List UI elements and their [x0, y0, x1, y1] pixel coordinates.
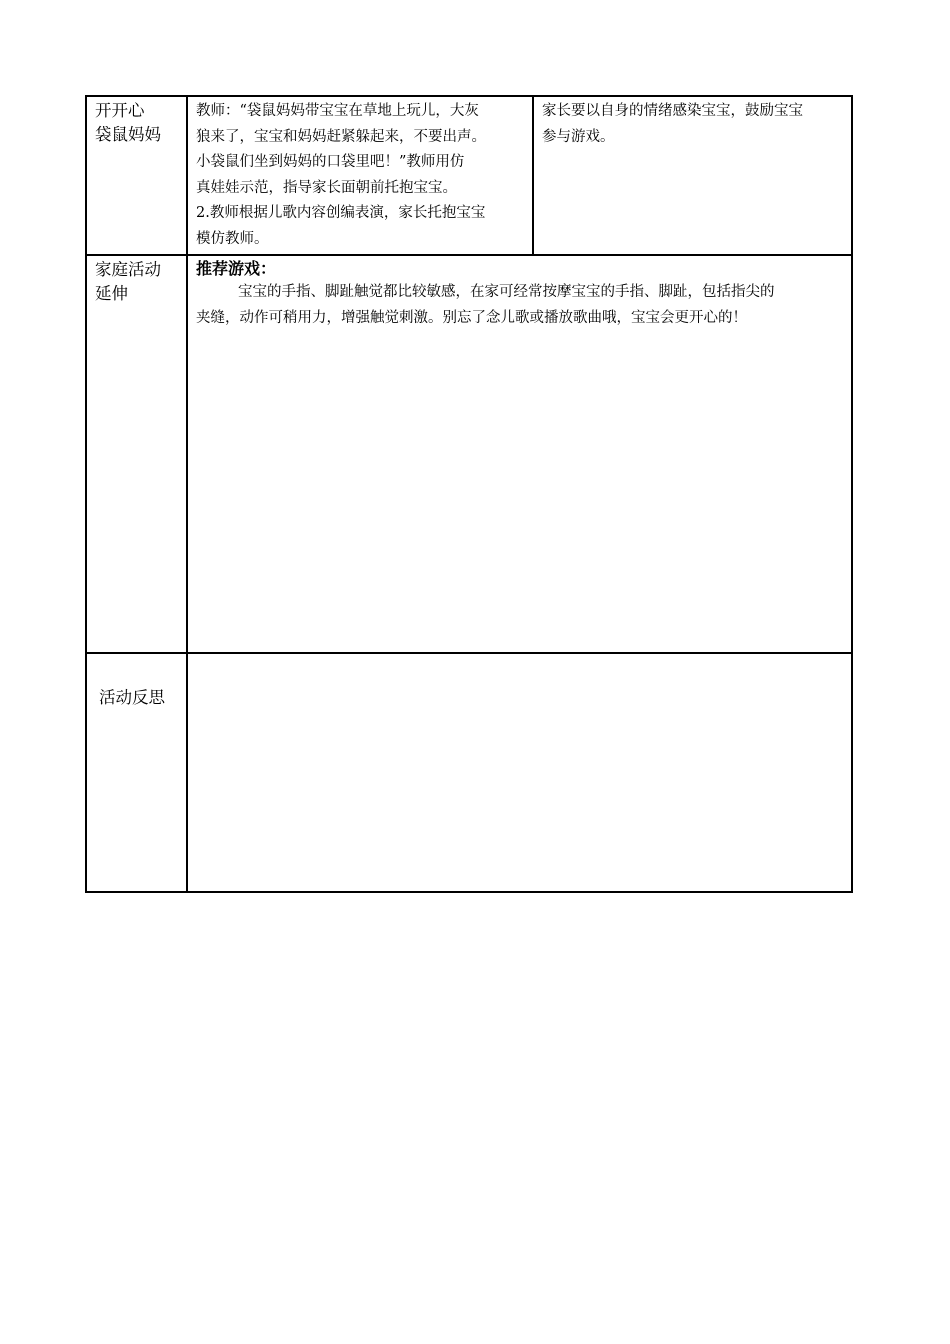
activity-name-line-1: 开开心 [95, 101, 145, 120]
activity-name-line-2: 袋鼠妈妈 [95, 125, 161, 144]
family-extension-label-cell [86, 255, 187, 653]
teacher-text-line: 真娃娃示范，指导家长面朝前托抱宝宝。 [196, 179, 457, 196]
parent-guidance-cell [533, 96, 852, 255]
recommended-game-text-line-2: 夹缝，动作可稍用力，增强触觉刺激。别忘了念儿歌或播放歌曲哦，宝宝会更开心的！ [196, 309, 747, 326]
activity-table [85, 95, 853, 893]
teacher-text-line: 狼来了，宝宝和妈妈赶紧躲起来，不要出声。 [196, 128, 486, 145]
recommended-game-heading: 推荐游戏： [196, 259, 277, 278]
family-extension-label-line-2: 延伸 [95, 284, 128, 303]
row-family-extension [86, 255, 852, 653]
teacher-text-line: 教师：“袋鼠妈妈带宝宝在草地上玩儿，大灰 [196, 103, 479, 119]
teacher-text-line: 2.教师根据儿歌内容创编表演，家长托抱宝宝 [196, 205, 486, 221]
activity-name-cell [86, 96, 187, 255]
family-extension-label-line-1: 家庭活动 [95, 260, 161, 279]
teacher-guidance-cell [187, 96, 533, 255]
recommended-game-text-line-1: 宝宝的手指、脚趾触觉都比较敏感，在家可经常按摩宝宝的手指、脚趾，包括指尖的 [238, 284, 775, 300]
family-extension-content-cell [187, 255, 852, 653]
reflection-label: 活动反思 [99, 688, 165, 707]
parent-text-line: 参与游戏。 [542, 128, 615, 145]
parent-text-line: 家长要以自身的情绪感染宝宝，鼓励宝宝 [542, 103, 803, 119]
teacher-text-line: 小袋鼠们坐到妈妈的口袋里吧！”教师用仿 [196, 154, 465, 170]
teacher-text-line: 模仿教师。 [196, 230, 269, 247]
reflection-content-cell [187, 653, 852, 892]
row-kangaroo-mom [86, 96, 852, 255]
row-reflection [86, 653, 852, 892]
reflection-label-cell [86, 653, 187, 892]
